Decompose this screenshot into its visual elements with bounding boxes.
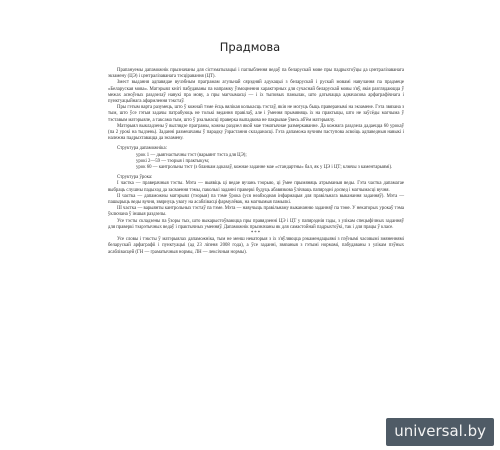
paragraph: Усе словы і тэксты ў матэрыялах дапаможніка, тым не менш некаторыя з іх з'яўляюцца рэкамендацыямі з пэўнымі часовымі змяненнямі беларускай арфаграфіі і пунктуацыі (ад 23 ліпеня 2008 года), а ўсе заданні, звязаныя з гэтымі нормамі, пабудаваны з улікам пэўных асаблівасцей (ГН — граматычныя нормы, ЛН — лексічныя нормы). (108, 237, 404, 255)
watermark-logo: universal.by (386, 418, 494, 446)
paragraph: III частка — варыянты кантрольных тэстаў па тэме. Мэта — навучыць правільнаму выкананню заданняў па тэме. У некаторых урокаў тэма ўключана ў іншыя раздзелы. (108, 206, 404, 218)
list-item: урок 60 — кантрольны тэст (з бланкам адказаў, кожнае заданне мае «стандартны» бал, як у ЦЭ і ЦТ; ключы з каментарыямі). (136, 165, 393, 171)
paragraph: Матэрыял выкладзены ў выглядзе праграмы, кожны раздзел якой мае тэматычнае размеркаванне. Да кожнага раздзела дадаецца 60 урокаў (па 2 урокі на тыдзень). Заданні размешчаны ў парадку ўзрастання складанасці. Гэта дапаможа вучням паступова асвоіць адпаведныя навыкі і належна падрыхтавацца да экзамену. (108, 123, 404, 142)
list-item: урок 1 — дыягнастычны тэст (варыянт тэста для ЦЭ); (136, 152, 247, 158)
lesson-structure-heading: Структура ўрока: (117, 175, 153, 181)
structure-list (108, 153, 404, 172)
list-item: урокі 2—59 — тэорыя і практыкум; (136, 158, 210, 164)
paragraph: II частка — дапаможны матэрыял (тэорыя) па тэме ўрока (уся неабходная інфармацыя для правільнага выканання заданняў). Мэта — пашырыць веды вучня, звярнуць увагу на асаблівасці фармулёвак, на магчымыя памылкі. (108, 193, 404, 206)
paragraph: I частка — праверачныя тэсты. Мэта — выявіць ці ведае вучань тэорыю, ці ўмее прымяняць атрыманыя веды. Гэта частка дапамагае выбраць слушны падыход да засваення тэмы, паколькі заданні праверкі будуць абавязкова ўлічваць папярэдні досвед і магчымасці вучня. (108, 181, 404, 193)
structure-heading: Структура дапаможніка: (117, 146, 167, 152)
document-body (108, 68, 404, 256)
separator: *** (250, 231, 262, 237)
page-title: Прадмова (219, 40, 281, 54)
paragraph: Пры гэтым варта разумець, што ў кожнай тэме ёсць вялікая колькасць тэстаў, якія не могуць быць праверанымі на экзамене. Гэта звязана з тым, што ўсе гэтыя задачы патрабуюць не толькі ведання правілаў, але і ўмення прымяняць іх на практыцы, што не заўсёды магчыма ў тэставым матэрыяле, а таксама тым, што ў рэальнасці праверка выпадкова не пакрывае ўвесь аб'ём матэрыялу. (108, 105, 404, 123)
paragraph: Прапануемы дапаможнік прызначаны для сістэматызацыі і паглыблення ведаў па беларускай мове пры падрыхтоўцы да цэнтралізаванага экзамену (ЦЭ) і цэнтралізаванага тэсціравання (ЦТ). (108, 68, 404, 80)
paragraph: Змест выдання адпавядае вучэбным праграмам агульнай сярэдняй адукацыі з беларускай і рускай мовамі навучання па прадмеце «Беларуская мова». Матэрыял кнігі пабудаваны па напрамку ўзмоцнення характэрных для сучаснай беларускай мовы з'яў, якія разглядаюцца ў межах асноўных раздзелаў навукі пра мову, а пры магчымасці — і іх тыповых памылак, што датычацца адначасова арфаграфічнага і пунктуацыйнага афармлення тэкстаў. (108, 80, 404, 105)
paragraph: Усе тэсты складзены па ўзоры тых, што выкарыстоўваюцца пры правядзенні ЦЭ і ЦТ у папярэднія гады, з улікам спецыфічных заданняў для праверкі тэарэтычных ведаў і практычных уменняў. Дапаможнік прызначаны як для самастойнай падрыхтоўкі, так і для працы ў класе. (108, 218, 404, 230)
